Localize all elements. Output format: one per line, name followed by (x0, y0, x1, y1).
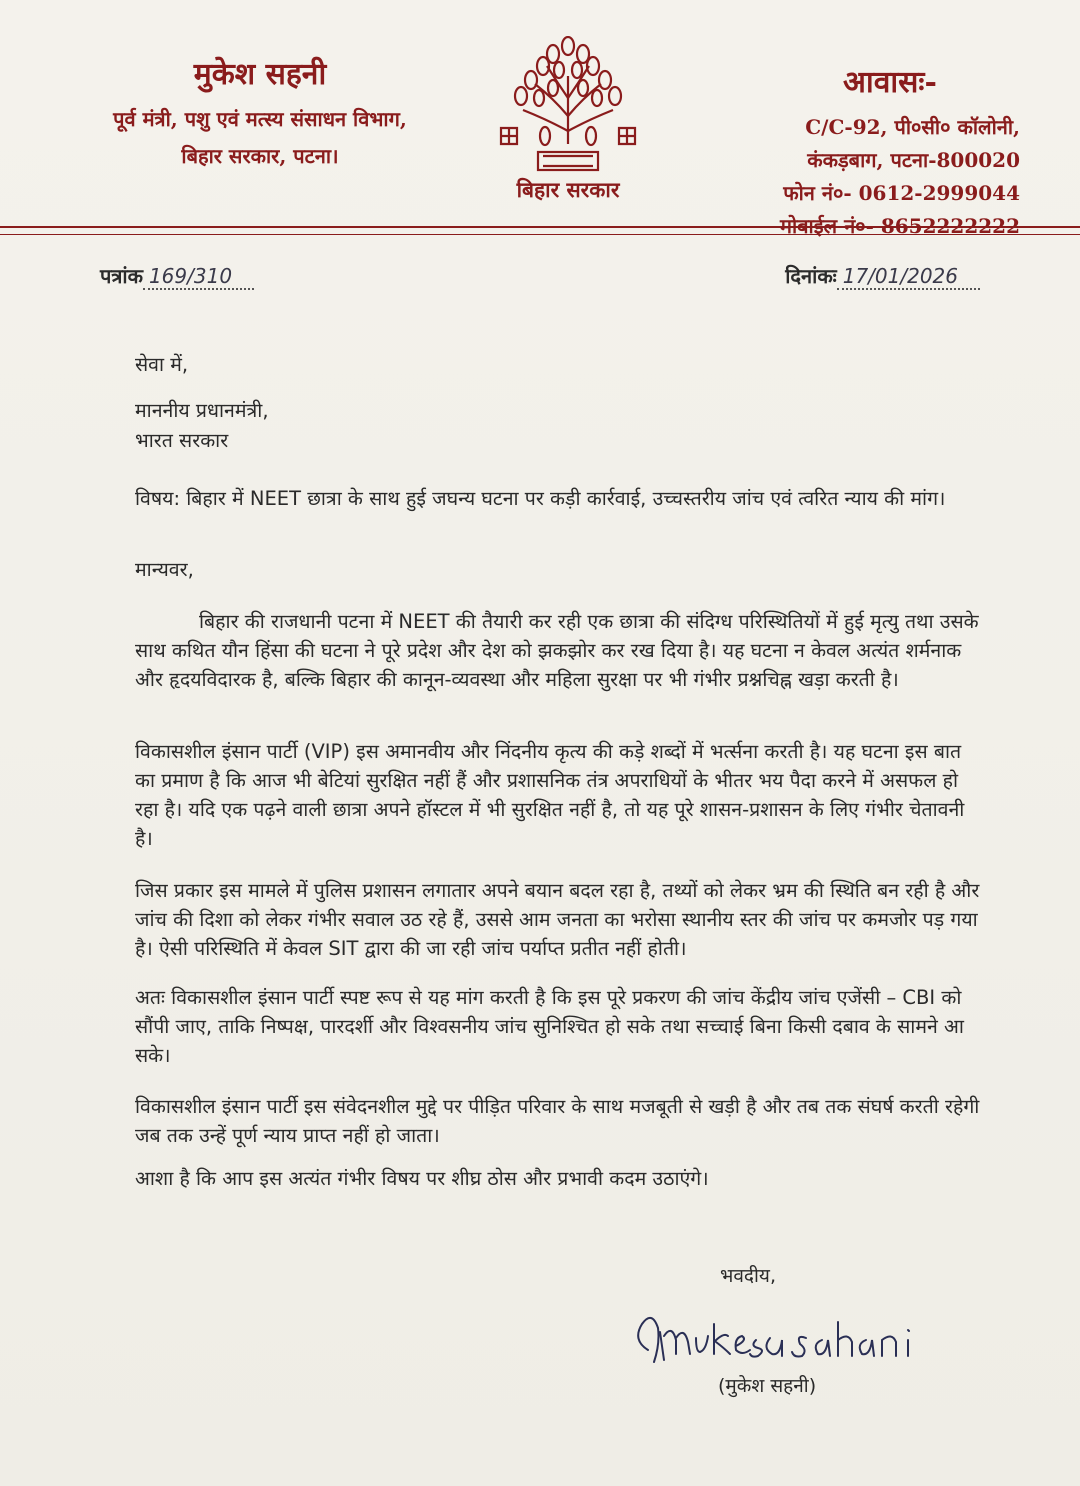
paragraph-2 (135, 737, 980, 853)
closing: भवदीय, (720, 1265, 776, 1287)
paragraph-3-text: जिस प्रकार इस मामले में पुलिस प्रशासन लगातार अपने बयान बदल रहा है, तथ्यों को लेकर भ्रम की स्थिति बन रही है और जांच की दिशा को लेकर गंभीर सवाल उठ रहे हैं, उससे आम जनता का भरोसा स्थानीय स्तर की जांच पर कमजोर पड़ गया है। ऐसी परिस्थिति में केवल SIT द्वारा की जा रही जांच पर्याप्त प्रतीत नहीं होती। (135, 879, 980, 960)
mobile-number: मोबाईल नं०- 8652222222 (779, 214, 1020, 238)
paragraph-1 (135, 607, 980, 694)
phone-number: फोन नं०- 0612-2999044 (783, 181, 1020, 205)
sender-designation-line1: पूर्व मंत्री, पशु एवं मत्स्य संसाधन विभाग, (113, 107, 407, 131)
letterhead-sender (40, 52, 480, 179)
bodhi-tree-emblem-icon (493, 36, 643, 176)
date-value: 17/01/2026 (837, 264, 980, 290)
handwritten-signature (630, 1310, 940, 1370)
letter-date (785, 262, 980, 289)
paragraph-4 (135, 983, 980, 1070)
address-title: आवासः- (843, 65, 937, 100)
paragraph-4-text: अतः विकासशील इंसान पार्टी स्पष्ट रूप से यह मांग करती है कि इस पूरे प्रकरण की जांच केंद्रीय जांच एजेंसी – CBI को सौंपी जाए, ताकि निष्पक्ष, पारदर्शी और विश्वसनीय जांच सुनिश्चित हो सके तथा सच्चाई बिना किसी दबाव के सामने आ सके। (135, 986, 964, 1067)
salutation-to: सेवा में, (135, 353, 189, 376)
address-line2: कंकड़बाग, पटना-800020 (807, 148, 1020, 172)
sender-name: मुकेश सहनी (193, 57, 327, 92)
address-line1: C/C-92, पी०सी० कॉलोनी, (805, 115, 1020, 139)
letterhead-divider-thin (0, 234, 1080, 235)
recipient-line2: भारत सरकार (135, 429, 229, 452)
paragraph-6 (135, 1164, 980, 1193)
bihar-government-emblem (488, 36, 648, 216)
letterhead-divider-thick (0, 226, 1080, 228)
subject-text: विषय: बिहार में NEET छात्रा के साथ हुई जघन्य घटना पर कड़ी कार्रवाई, उच्चस्तरीय जांच एवं त्वरित न्याय की मांग। (135, 487, 946, 510)
signatory-name: (मुकेश सहनी) (718, 1375, 817, 1397)
paragraph-6-text: आशा है कि आप इस अत्यंत गंभीर विषय पर शीघ्र ठोस और प्रभावी कदम उठाएंगे। (135, 1167, 709, 1190)
letterhead-address (720, 60, 1020, 245)
recipient-line1: माननीय प्रधानमंत्री, (135, 399, 269, 422)
paragraph-1-text: बिहार की राजधानी पटना में NEET की तैयारी कर रही एक छात्रा की संदिग्ध परिस्थितियों में हुई मृत्यु तथा उसके साथ कथित यौन हिंसा की घटना ने पूरे प्रदेश और देश को झकझोर कर रख दिया है। यह घटना न केवल अत्यंत शर्मनाक और हृदयविदारक है, बल्कि बिहार की कानून-व्यवस्था और महिला सुरक्षा पर भी गंभीर प्रश्नचिह्न खड़ा करती है। (135, 610, 979, 691)
paragraph-5-text: विकासशील इंसान पार्टी इस संवेदनशील मुद्दे पर पीड़ित परिवार के साथ मजबूती से खड़ी है और तब तक संघर्ष करती रहेगी जब तक उन्हें पूर्ण न्याय प्राप्त नहीं हो जाता। (135, 1095, 980, 1147)
subject-line (135, 484, 980, 513)
emblem-label: बिहार सरकार (516, 177, 620, 202)
reference-number (100, 262, 254, 289)
reference-label: पत्रांक (100, 264, 143, 288)
paragraph-3 (135, 876, 980, 963)
greeting: मान्यवर, (135, 558, 194, 581)
paragraph-5 (135, 1092, 980, 1150)
date-label: दिनांकः (785, 264, 837, 288)
paragraph-2-text: विकासशील इंसान पार्टी (VIP) इस अमानवीय और निंदनीय कृत्य की कड़े शब्दों में भर्त्सना करती है। यह घटना इस बात का प्रमाण है कि आज भी बेटियां सुरक्षित नहीं हैं और प्रशासनिक तंत्र अपराधियों के भीतर भय पैदा करने में असफल हो रहा है। यदि एक पढ़ने वाली छात्रा अपने हॉस्टल में भी सुरक्षित नहीं है, तो यह पूरे शासन-प्रशासन के लिए गंभीर चेतावनी है। (135, 740, 965, 850)
sender-designation-line2: बिहार सरकार, पटना। (181, 144, 339, 168)
reference-value: 169/310 (143, 264, 254, 290)
